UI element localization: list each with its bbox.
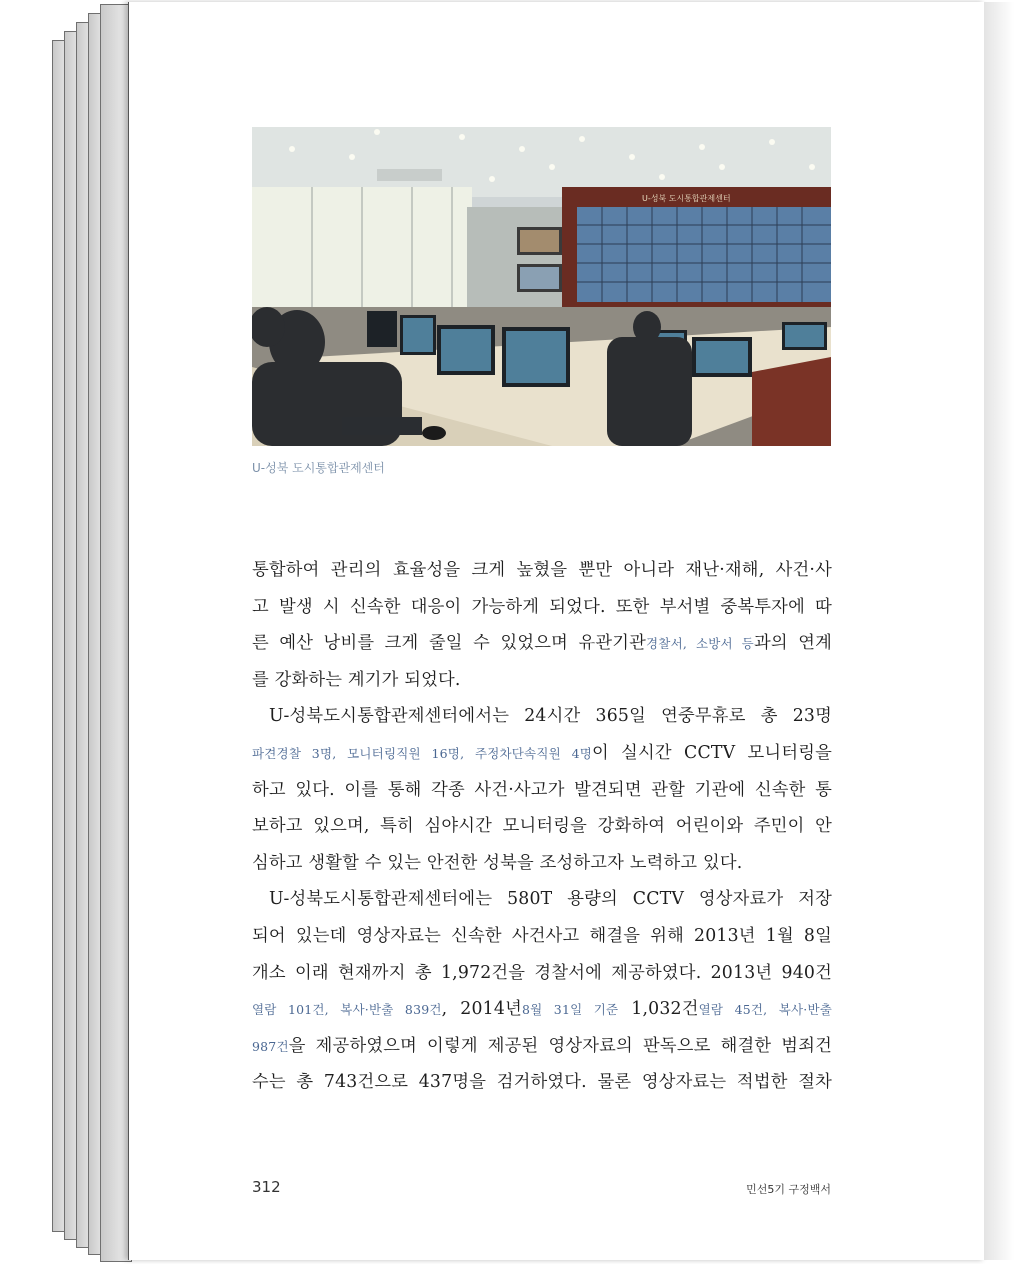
body-line bbox=[252, 552, 832, 589]
body-line bbox=[252, 955, 832, 992]
text-run: 를 강화하는 계기가 되었다. bbox=[252, 669, 461, 690]
inline-note: 8월 31일 기준 bbox=[521, 1002, 619, 1018]
inline-note: 열람 45건, 복사·반출 bbox=[698, 1002, 833, 1018]
body-line bbox=[252, 991, 832, 1028]
body-line bbox=[252, 772, 832, 809]
body-line bbox=[252, 1028, 832, 1065]
text-run: , 2014년 bbox=[441, 999, 522, 1020]
body-text bbox=[252, 552, 832, 1101]
page-stack-edges bbox=[52, 0, 132, 1264]
body-line bbox=[252, 918, 832, 955]
control-center-photo bbox=[252, 127, 831, 446]
body-line bbox=[252, 881, 832, 918]
text-run: 을 제공하였으며 이렇게 제공된 영상자료의 판독으로 해결한 범죄건 bbox=[288, 1035, 832, 1056]
text-run: U-성북도시통합관제센터에서는 24시간 365일 연중무휴로 총 23명 bbox=[269, 706, 832, 727]
text-run: 통합하여 관리의 효율성을 크게 높혔을 뿐만 아니라 재난·재해, 사건·사 bbox=[252, 560, 832, 580]
text-run: 심하고 생활할 수 있는 안전한 성북을 조성하고자 노력하고 있다. bbox=[252, 852, 743, 873]
body-line bbox=[252, 625, 832, 662]
text-run: 른 예산 낭비를 크게 줄일 수 있었으며 유관기관 bbox=[252, 633, 647, 654]
body-line bbox=[252, 808, 832, 845]
inline-note: 987건 bbox=[252, 1038, 289, 1054]
text-run: U-성북도시통합관제센터에는 580T 용량의 CCTV 영상자료가 저장 bbox=[269, 889, 832, 910]
text-run: 고 발생 시 신속한 대응이 가능하게 되었다. 또한 부서별 중복투자에 따 bbox=[252, 596, 832, 617]
body-line bbox=[252, 735, 832, 772]
page-gutter-shadow bbox=[984, 2, 1014, 1260]
photo-caption: U-성북 도시통합관제센터 bbox=[252, 461, 385, 475]
inline-note: 파견경찰 3명, 모니터링직원 16명, 주정차단속직원 4명 bbox=[252, 745, 593, 761]
running-footer-title: 민선5기 구정백서 bbox=[746, 1183, 831, 1196]
page-number: 312 bbox=[252, 1178, 281, 1196]
text-run: 개소 이래 현재까지 총 1,972건을 경찰서에 제공하였다. 2013년 940건 bbox=[252, 962, 832, 983]
body-line bbox=[252, 1064, 832, 1101]
text-run: 과의 연계 bbox=[753, 633, 832, 654]
body-line bbox=[252, 845, 832, 882]
text-run: 하고 있다. 이를 통해 각종 사건·사고가 발견되면 관할 기관에 신속한 통 bbox=[252, 779, 832, 800]
text-run: 보하고 있으며, 특히 심야시간 모니터링을 강화하여 어린이와 주민이 안 bbox=[252, 816, 832, 837]
inline-note: 열람 101건, 복사·반출 839건 bbox=[252, 1002, 442, 1018]
text-run: 이 실시간 CCTV 모니터링을 bbox=[592, 742, 833, 763]
video-wall-sign: U-성북 도시통합관제센터 bbox=[642, 194, 731, 203]
body-line bbox=[252, 589, 832, 626]
inline-note: 경찰서, 소방서 등 bbox=[646, 636, 754, 652]
text-run: 수는 총 743건으로 437명을 검거하였다. 물론 영상자료는 적법한 절차 bbox=[252, 1072, 832, 1093]
body-line bbox=[252, 662, 832, 699]
control-center-illustration bbox=[252, 127, 831, 446]
body-line bbox=[252, 698, 832, 735]
text-run: 1,032건 bbox=[618, 999, 699, 1020]
text-run: 되어 있는데 영상자료는 신속한 사건사고 해결을 위해 2013년 1월 8일 bbox=[252, 925, 832, 946]
